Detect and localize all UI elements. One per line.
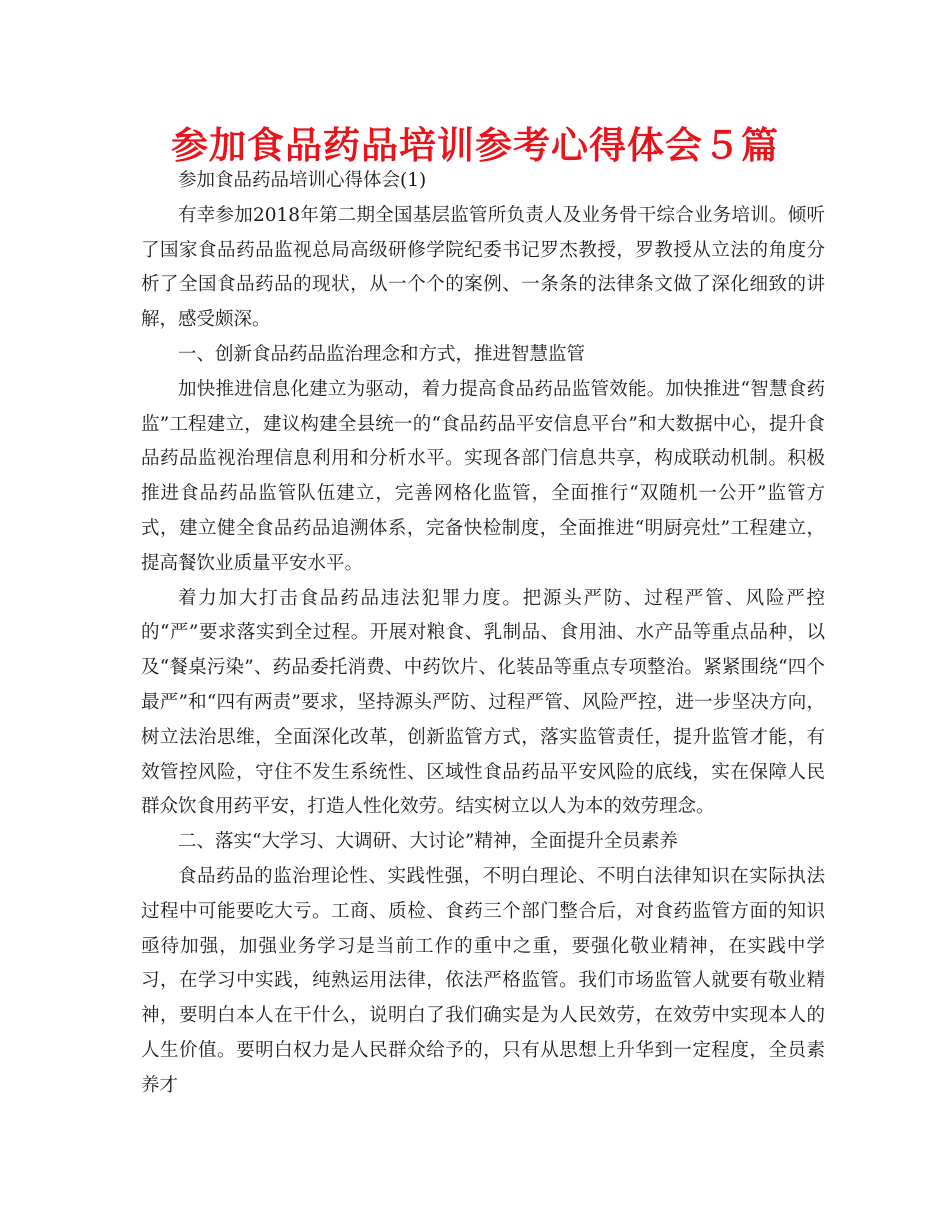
section-heading-2: 二、落实“大学习、大调研、大讨论”精神，全面提升全员素养 <box>178 831 678 853</box>
paragraph-crackdown: 着力加大打击食品药品违法犯罪力度。把源头严防、过程严管、风险严控的“严”要求落实到全过程。开展对粮食、乳制品、食用油、水产品等重点品种，以及“餐桌污染”、药品委托消费、中药饮片、化装品等重点专项整治。紧紧围绕“四个最严”和“四有两责”要求，坚持源头严防、过程严管、风险严控，进一步坚决方向，树立法治思维，全面深化改革，创新监管方式，落实监管责任，提升监管才能，有效管控风险，守住不发生系统性、区域性食品药品平安风险的底线，实在保障人民群众饮食用药平安，打造人性化效劳。结实树立以人为本的效劳理念。 <box>141 587 825 818</box>
paragraph-informatization: 加快推进信息化建立为驱动，着力提高食品药品监管效能。加快推进“智慧食药监”工程建立，建议构建全县统一的“食品药品平安信息平台”和大数据中心，提升食品药品监视治理信息利用和分析水平。实现各部门信息共享，构成联动机制。积极推进食品药品监管队伍建立，完善网格化监管，全面推行“双随机一公开”监管方式，建立健全食品药品追溯体系，完备快检制度，全面推进“明厨亮灶”工程建立，提高餐饮业质量平安水平。 <box>141 378 825 574</box>
document-title: 参加食品药品培训参考心得体会５篇 <box>171 124 779 167</box>
paragraph-intro: 有幸参加2018年第二期全国基层监管所负责人及业务骨干综合业务培训。倾听了国家食品药品监视总局高级研修学院纪委书记罗杰教授，罗教授从立法的角度分析了全国食品药品的现状，从一个个的案例、一条条的法律条文做了深化细致的讲解，感受颇深。 <box>141 204 825 331</box>
document-subtitle: 参加食品药品培训心得体会(1) <box>178 170 427 191</box>
section-heading-1: 一、创新食品药品监治理念和方式，推进智慧监管 <box>178 343 586 365</box>
paragraph-study: 食品药品的监治理论性、实践性强，不明白理论、不明白法律知识在实际执法过程中可能要吃大亏。工商、质检、食药三个部门整合后，对食药监管方面的知识亟待加强，加强业务学习是当前工作的重中之重，要强化敬业精神，在实践中学习，在学习中实践，纯熟运用法律，依法严格监管。我们市场监管人就要有敬业精神，要明白本人在干什么，说明白了我们确实是为人民效劳，在效劳中实现本人的人生价值。要明白权力是人民群众给予的，只有从思想上升华到一定程度，全员素养才 <box>141 865 825 1096</box>
document-body <box>141 164 825 1104</box>
